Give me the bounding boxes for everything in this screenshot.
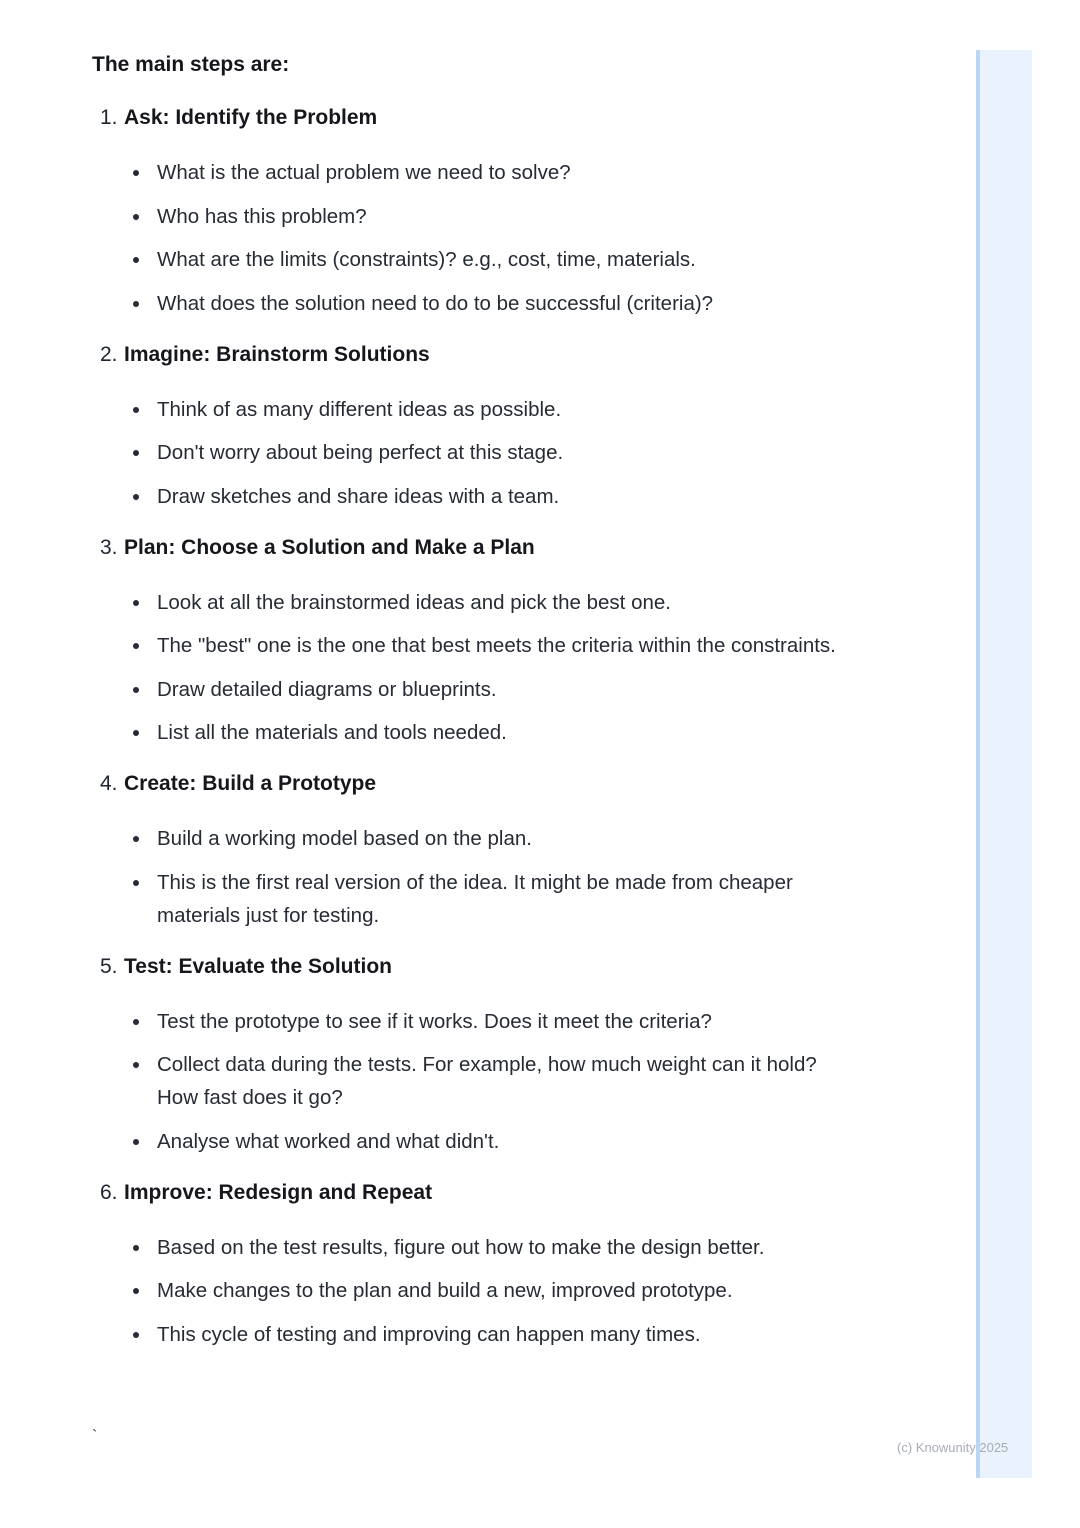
- bullet-item: Test the prototype to see if it works. Does it meet the criteria?: [92, 1005, 852, 1038]
- step-title: Create: Build a Prototype: [124, 772, 377, 795]
- bullet-list: [92, 1231, 852, 1351]
- bullet-item: Analyse what worked and what didn't.: [92, 1125, 852, 1158]
- bullet-list: [92, 822, 852, 932]
- steps-list: [92, 103, 852, 1351]
- bullet-item: What are the limits (constraints)? e.g., cost, time, materials.: [92, 243, 852, 276]
- step-heading: [92, 769, 852, 799]
- step-title: Ask: Identify the Problem: [124, 106, 378, 129]
- bullet-item: Draw sketches and share ideas with a team.: [92, 480, 852, 513]
- step-title: Improve: Redesign and Repeat: [124, 1180, 433, 1204]
- step-number: 2.: [100, 342, 118, 366]
- bullet-item: Make changes to the plan and build a new, improved prototype.: [92, 1274, 852, 1307]
- step-number: 6.: [100, 1180, 118, 1204]
- step-heading: [92, 952, 852, 982]
- bullet-item: Based on the test results, figure out how to make the design better.: [92, 1231, 852, 1264]
- step-heading: [92, 1178, 852, 1208]
- bullet-item: This cycle of testing and improving can happen many times.: [92, 1318, 852, 1351]
- step-title: Test: Evaluate the Solution: [124, 954, 392, 978]
- step-heading: [92, 533, 852, 563]
- bullet-list: [92, 156, 852, 320]
- bullet-item: Build a working model based on the plan.: [92, 822, 852, 855]
- step-4: [92, 769, 852, 932]
- stray-mark: `: [92, 1428, 98, 1445]
- bullet-list: [92, 586, 852, 750]
- side-panel: [976, 50, 1032, 1478]
- copyright-footer: (c) Knowunity 2025: [897, 1440, 1009, 1455]
- bullet-item: Look at all the brainstormed ideas and pick the best one.: [92, 586, 852, 619]
- step-number: 1.: [100, 106, 118, 129]
- bullet-item: The "best" one is the one that best meets the criteria within the constraints.: [92, 629, 852, 662]
- step-title: Plan: Choose a Solution and Make a Plan: [124, 535, 535, 559]
- step-5: [92, 952, 852, 1158]
- step-heading: [92, 340, 852, 370]
- step-number: 3.: [100, 535, 118, 559]
- step-number: 4.: [100, 772, 118, 795]
- bullet-item: List all the materials and tools needed.: [92, 716, 852, 749]
- step-heading: [92, 103, 852, 133]
- bullet-item: What is the actual problem we need to solve?: [92, 156, 852, 189]
- step-3: [92, 533, 852, 750]
- step-6: [92, 1178, 852, 1351]
- step-number: 5.: [100, 954, 118, 978]
- step-title: Imagine: Brainstorm Solutions: [124, 342, 430, 366]
- bullet-list: [92, 1005, 852, 1158]
- intro-heading: The main steps are:: [92, 53, 290, 76]
- bullet-item: What does the solution need to do to be successful (criteria)?: [92, 287, 852, 320]
- document-body: [92, 53, 852, 1371]
- bullet-item: Don't worry about being perfect at this stage.: [92, 436, 852, 469]
- bullet-list: [92, 393, 852, 513]
- bullet-item: Draw detailed diagrams or blueprints.: [92, 673, 852, 706]
- bullet-item: Who has this problem?: [92, 200, 852, 233]
- bullet-item: Think of as many different ideas as possible.: [92, 393, 852, 426]
- step-1: [92, 103, 852, 320]
- bullet-item: Collect data during the tests. For example, how much weight can it hold? How fast does it go?: [92, 1048, 852, 1114]
- step-2: [92, 340, 852, 513]
- bullet-item: This is the first real version of the idea. It might be made from cheaper materials just for testing.: [92, 866, 852, 932]
